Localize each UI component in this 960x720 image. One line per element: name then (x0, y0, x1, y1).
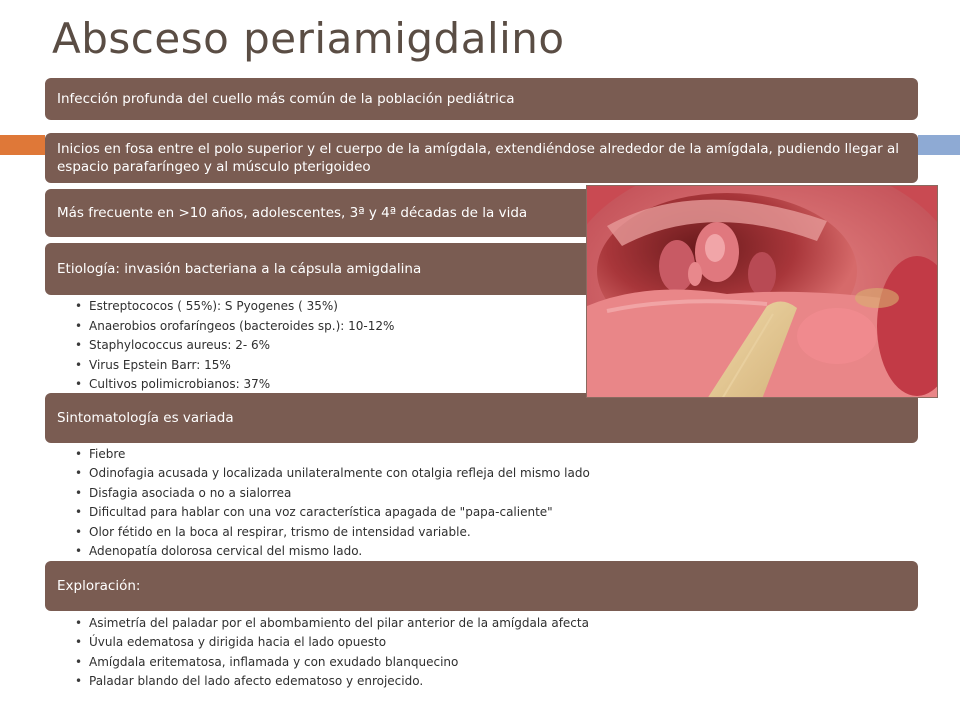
list-item: • Asimetría del paladar por el abombamiento del pilar anterior de la amígdala afecta (75, 614, 589, 633)
list-item: • Anaerobios orofaríngeos (bacteroides sp.): 10-12% (75, 317, 394, 337)
list-item: • Paladar blando del lado afecto edematoso y enrojecido. (75, 672, 589, 691)
section-heading: Inicios en fosa entre el polo superior y el cuerpo de la amígdala, extendiéndose alrededor de la amígdala, pudiendo llegar al espacio parafaríngeo y al músculo pterigoideo (57, 141, 900, 175)
section-heading: Etiología: invasión bacteriana a la cápsula amigdalina (57, 261, 422, 277)
list-item: • Virus Epstein Barr: 15% (75, 356, 394, 376)
section-bar-2 (45, 133, 918, 183)
list-item: • Cultivos polimicrobianos: 37% (75, 375, 394, 395)
exploration-list (75, 614, 589, 692)
list-item: • Odinofagia acusada y localizada unilateralmente con otalgia refleja del mismo lado (75, 464, 590, 483)
section-bar-5 (45, 393, 918, 443)
list-item: • Estreptococos ( 55%): S Pyogenes ( 35%) (75, 297, 394, 317)
list-item: • Úvula edematosa y dirigida hacia el lado opuesto (75, 633, 589, 652)
section-heading: Infección profunda del cuello más común de la población pediátrica (57, 91, 515, 107)
symptoms-list (75, 445, 590, 561)
list-item: • Fiebre (75, 445, 590, 464)
etiology-list (75, 297, 394, 395)
list-item: • Amígdala eritematosa, inflamada y con exudado blanquecino (75, 653, 589, 672)
accent-bar-right (918, 135, 960, 155)
slide-title: Absceso periamigdalino (52, 14, 565, 63)
section-bar-6 (45, 561, 918, 611)
list-item: • Dificultad para hablar con una voz característica apagada de "papa-caliente" (75, 503, 590, 522)
section-heading: Exploración: (57, 578, 141, 594)
section-heading: Sintomatología es variada (57, 410, 234, 426)
list-item: • Staphylococcus aureus: 2- 6% (75, 336, 394, 356)
throat-photo-image (587, 186, 938, 398)
list-item: • Olor fétido en la boca al respirar, trismo de intensidad variable. (75, 523, 590, 542)
section-heading: Más frecuente en >10 años, adolescentes, 3ª y 4ª décadas de la vida (57, 205, 528, 221)
section-bar-1 (45, 78, 918, 120)
throat-photo (586, 185, 938, 398)
list-item: • Adenopatía dolorosa cervical del mismo lado. (75, 542, 590, 561)
list-item: • Disfagia asociada o no a sialorrea (75, 484, 590, 503)
accent-bar-left (0, 135, 45, 155)
